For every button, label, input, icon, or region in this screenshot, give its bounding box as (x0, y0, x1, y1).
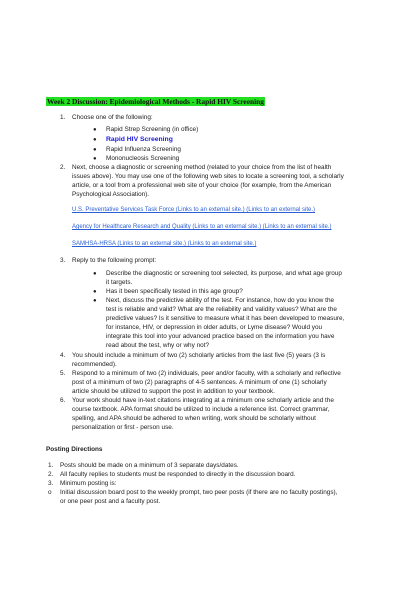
document-page: Week 2 Discussion: Epidemiological Methods - Rapid HIV Screening 1. Choose one of the following: ● Rapid Strep Screening (in office) ● Rapid HIV Screening ● Rapid Influenza Screening ● Mononucleosis Screening 2. Next, choose a diagnostic or screening method (related to your choice from the list of health issues above). You may use one of the following web sites to locate a screening tool, a scholarly article, or a tool from a professional web site of your choice (for example, from the American Psychological Association). U.S. Preventative Services Task Force (Links to an external site.) (Links to an external site.) Agency for Healthcare Research and Quality (Links to an external site.) (Links to an external site.) SAMHSA-HRSA (Links to an external site.) (Links to an external site.) 3. Reply to the following prompt: ● Describe the diagnostic or screening tool selected, its purpose, and what age group it targets. ● Has it been specifically tested in this age group? ● Next, discuss the predictive ability of the test. For instance, how do you know the test is reliable and valid? What are the reliability and validity values? What are the predictive values? Is it sensitive to measure what it has been developed to measure, for instance, HIV, or depression in older adults, or Lyme disease? Would you integrate this tool into your advanced practice based on the information you have read about the test, why or why not? 4. You should include a minimum of two (2) scholarly articles from the last five (5) years (3 is recommended). 5. Respond to a minimum of two (2) individuals, peer and/or faculty, with a scholarly and reflective post of a minimum of two (2) paragraphs of 4-5 sentences. A minimum of one (1) scholarly article should be utilized to support the post in addition to your textbook. 6. Your work should have in-text citations integrating at a minimum one scholarly article and the course textbook. APA format should be utilized to include a reference list. Correct grammar, spelling, and APA should be adhered to when writing, work should be scholarly without personalization or first - person use. Posting Directions 1. Posts should be made on a minimum of 3 separate days/dates. 2. All faculty replies to students must be responded to directly in the discussion board. 3. Minimum posting is: o Initial discussion board post to the weekly prompt, two peer posts (if there are no faculty postings), or one peer post and a faculty post. (46, 97, 345, 505)
prompt-tested: Has it been specifically tested in this age group? (106, 288, 243, 295)
bullet-icon: ● (93, 137, 97, 143)
bullet-icon: ● (93, 147, 97, 153)
bullet-icon: ● (93, 156, 97, 162)
option-strep: Rapid Strep Screening (in office) (106, 126, 199, 133)
bullet-icon: ● (93, 127, 97, 133)
posting-2-text: All faculty replies to students must be responded to directly in the discussion board. (60, 471, 296, 478)
option-mono: Mononucleosis Screening (106, 155, 180, 162)
step-6-number: 6. (60, 397, 66, 404)
bullet-icon: ● (93, 298, 97, 304)
posting-3-number: 3. (48, 480, 54, 487)
option-influenza: Rapid Influenza Screening (106, 146, 181, 153)
posting-2-number: 2. (48, 471, 54, 478)
posting-sub-marker: o (48, 489, 52, 496)
posting-3-text: Minimum posting is: (60, 480, 117, 487)
step-3-number: 3. (60, 257, 66, 264)
link-ahrq[interactable]: Agency for Healthcare Research and Quality (Links to an external site.) (Links to an external site.) (72, 224, 332, 230)
posting-1-text: Posts should be made on a minimum of 3 separate days/dates. (60, 462, 239, 469)
option-hiv-selected: Rapid HIV Screening (106, 135, 173, 143)
step-5-number: 5. (60, 370, 66, 377)
step-4-number: 4. (60, 352, 66, 359)
page-title: Week 2 Discussion: Epidemiological Methods - Rapid HIV Screening (47, 97, 264, 106)
step-3-text: Reply to the following prompt: (72, 257, 157, 264)
step-1-number: 1. (60, 114, 66, 121)
bullet-icon: ● (93, 289, 97, 295)
posting-1-number: 1. (48, 462, 54, 469)
step-1-text: Choose one of the following: (72, 114, 153, 121)
step-2-number: 2. (60, 164, 66, 171)
posting-directions-heading: Posting Directions (46, 446, 103, 453)
link-samhsa-hrsa[interactable]: SAMHSA-HRSA (Links to an external site.) (Links to an external site.) (72, 241, 257, 247)
link-uspstf[interactable]: U.S. Preventative Services Task Force (Links to an external site.) (Links to an external site.) (72, 207, 315, 213)
bullet-icon: ● (93, 271, 97, 277)
